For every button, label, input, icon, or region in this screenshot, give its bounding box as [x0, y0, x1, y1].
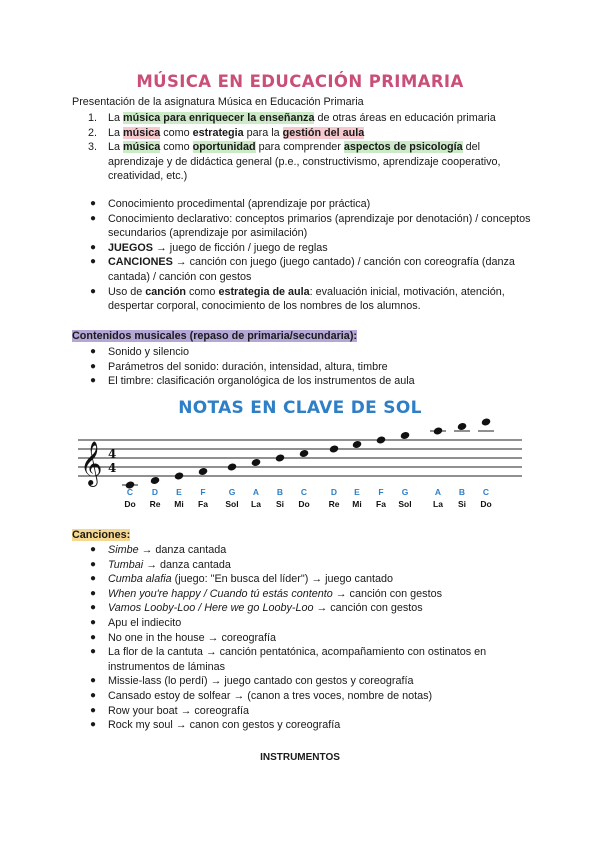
item-number: 2. — [88, 126, 98, 139]
text-run: aspectos de psicología — [343, 141, 463, 154]
bullet-icon: ● — [90, 256, 97, 268]
text-run: → juego de ficción / juego de reglas — [153, 241, 328, 254]
list-item — [88, 558, 536, 573]
text-run: para comprender — [255, 141, 344, 154]
list-item — [88, 587, 536, 602]
note-letter: A — [252, 487, 260, 497]
text-run: JUEGOS — [108, 241, 154, 254]
note-head — [174, 471, 185, 480]
text-run: música — [123, 126, 161, 139]
text-run: canción — [145, 285, 187, 298]
note-head — [457, 422, 468, 431]
text-run: → canción con juego (juego cantado) / canción con coreografía (danza cantada) / canción con gestos — [108, 256, 515, 283]
note-name: Do — [298, 499, 310, 509]
time-signature-top: 4 — [108, 447, 117, 461]
note-letter: D — [151, 487, 159, 497]
text-run: → danza cantada — [138, 544, 227, 556]
bullet-icon: ● — [90, 544, 97, 555]
note-letter: G — [228, 487, 236, 497]
text-run: para la — [243, 126, 283, 139]
text-run: Rock my soul → canon con gestos y coreografía — [108, 719, 341, 732]
bullet-icon: ● — [90, 646, 97, 658]
text-run: Sonido y silencio — [108, 346, 190, 358]
text-run: → canción con gestos — [332, 587, 442, 600]
note-name: Do — [480, 499, 492, 509]
note-head — [227, 462, 238, 471]
bullet-icon: ● — [90, 704, 97, 716]
time-signature-bottom: 4 — [108, 461, 117, 475]
list-item — [88, 718, 536, 733]
list-item — [88, 631, 536, 646]
text-run: La — [108, 141, 124, 154]
text-run: Simbe — [108, 544, 139, 556]
treble-clef-icon — [80, 441, 102, 487]
text-run: La — [108, 126, 124, 139]
note-letter: A — [434, 487, 442, 497]
list-item — [88, 616, 536, 631]
bullet-icon: ● — [90, 719, 97, 731]
text-run: estrategia de aula — [218, 285, 310, 298]
note-name: La — [433, 499, 443, 509]
note-head — [329, 444, 340, 453]
instrumentos-heading: INSTRUMENTOS — [260, 752, 340, 763]
text-run: Parámetros del sonido: duración, intensidad, altura, timbre — [108, 360, 388, 373]
list-item — [88, 543, 536, 558]
text-run: Cansado estoy de solfear → (canon a tres voces, nombre de notas) — [108, 689, 433, 702]
list-item — [88, 674, 536, 689]
text-run: CANCIONES — [108, 256, 173, 269]
note-letter: F — [200, 487, 206, 497]
text-run: música — [123, 141, 161, 154]
svg-text:𝄞: 𝄞 — [80, 441, 103, 485]
list-item — [88, 689, 536, 704]
note-name: Mi — [352, 499, 362, 509]
list-item — [88, 572, 536, 587]
note-name: Do — [124, 499, 136, 509]
text-run: When you're happy / Cuando tú estás contento — [108, 587, 333, 600]
text-run: La — [108, 112, 124, 124]
bullet-icon: ● — [90, 212, 97, 224]
note-head — [352, 440, 363, 449]
contenidos-heading: Contenidos musicales (repaso de primaria/secundaria): — [72, 330, 358, 342]
bullet-icon: ● — [90, 346, 97, 357]
text-run: → canción con gestos — [313, 602, 423, 615]
note-name: Re — [149, 499, 161, 509]
list-item — [88, 704, 536, 719]
text-run: : evaluación inicial, motivación, atención, despertar corporal, conocimiento de los nombres de los alumnos. — [108, 285, 505, 313]
note-head — [251, 458, 262, 467]
text-run: Missie-lass (lo perdí) → juego cantado con gestos y coreografía — [108, 675, 414, 688]
staff-lines — [78, 440, 522, 476]
note-letter: B — [458, 487, 466, 497]
note-head — [376, 435, 387, 444]
note-name: Mi — [174, 499, 184, 509]
note-letter: E — [176, 487, 182, 497]
note-head — [433, 426, 444, 435]
bullet-icon: ● — [90, 241, 97, 253]
page-title: MÚSICA EN EDUCACIÓN PRIMARIA — [136, 72, 464, 91]
text-run: Vamos Looby-Loo / Here we go Looby-Loo — [108, 602, 314, 615]
note-head — [400, 431, 411, 440]
text-run: del aprendizaje y de didáctica general (p.e., constructivismo, aprendizaje cooperativo, creatividad, etc.) — [108, 141, 501, 183]
bullet-list-canciones — [88, 543, 536, 733]
text-run: gestión del aula — [282, 126, 365, 139]
note-name: Si — [275, 499, 285, 509]
note-name: Sol — [398, 499, 412, 509]
note-letter: E — [354, 487, 360, 497]
note-letter: C — [482, 487, 490, 497]
text-run: como — [186, 285, 219, 298]
bullet-icon: ● — [90, 587, 97, 599]
notes-title: NOTAS EN CLAVE DE SOL — [178, 398, 422, 418]
text-run: oportunidad — [192, 141, 256, 154]
list-item — [88, 601, 536, 616]
canciones-heading: Canciones: — [72, 529, 131, 541]
text-run: (juego: "En busca del líder") → juego cantado — [171, 573, 393, 586]
note-head — [275, 453, 286, 462]
bullet-icon: ● — [90, 573, 97, 585]
text-run: como — [160, 126, 193, 139]
note-letter: G — [401, 487, 409, 497]
text-run: Conocimiento procedimental (aprendizaje por práctica) — [108, 198, 371, 210]
bullet-icon: ● — [90, 631, 97, 643]
text-run: música para enriquecer la enseñanza — [123, 112, 315, 124]
text-run: La flor de la cantuta → canción pentatónica, acompañamiento con ostinatos en instrumentos de láminas — [108, 646, 487, 673]
note-name: Re — [328, 499, 340, 509]
text-run: No one in the house → coreografía — [108, 631, 277, 644]
text-run: → danza cantada — [143, 558, 231, 571]
list-item — [88, 645, 536, 674]
text-run: Tumbai — [108, 558, 144, 571]
text-run: Row your boat → coreografía — [108, 704, 250, 717]
bullet-icon: ● — [90, 689, 97, 701]
bullet-icon: ● — [90, 375, 97, 387]
note-name: Sol — [225, 499, 239, 509]
text-run: Uso de — [108, 285, 146, 298]
notes — [122, 417, 494, 509]
note-name: Fa — [376, 499, 386, 509]
bullet-icon: ● — [90, 360, 97, 372]
note-letter: C — [126, 487, 134, 497]
text-run: El timbre: clasificación organológica de los instrumentos de aula — [108, 375, 415, 388]
note-head — [198, 467, 209, 476]
item-number: 3. — [88, 141, 98, 154]
bullet-icon: ● — [90, 616, 97, 628]
note-name: La — [251, 499, 261, 509]
note-head — [299, 449, 310, 458]
note-letter: C — [300, 487, 308, 497]
bullet-icon: ● — [90, 675, 97, 687]
note-letter: B — [276, 487, 284, 497]
text-run: como — [160, 141, 193, 154]
item-number: 1. — [88, 112, 98, 124]
bullet-icon: ● — [90, 285, 97, 297]
text-run: Conocimiento declarativo: conceptos primarios (aprendizaje por denotación) / conceptos secundarios (aprendizaje por asimilación) — [108, 212, 531, 240]
text-run: estrategia — [192, 126, 244, 139]
text-run: Apu el indiecito — [108, 616, 182, 629]
text-run: Cumba alafia — [108, 573, 172, 586]
note-letter: F — [378, 487, 384, 497]
bullet-icon: ● — [90, 198, 97, 209]
bullet-icon: ● — [90, 558, 97, 570]
note-head — [481, 417, 492, 426]
note-head — [150, 476, 161, 485]
note-letter: D — [330, 487, 338, 497]
note-name: Fa — [198, 499, 208, 509]
intro-text: Presentación de la asignatura Música en Educación Primaria — [72, 96, 364, 108]
bullet-icon: ● — [90, 602, 97, 614]
text-run: de otras áreas en educación primaria — [314, 112, 496, 124]
note-name: Si — [457, 499, 467, 509]
